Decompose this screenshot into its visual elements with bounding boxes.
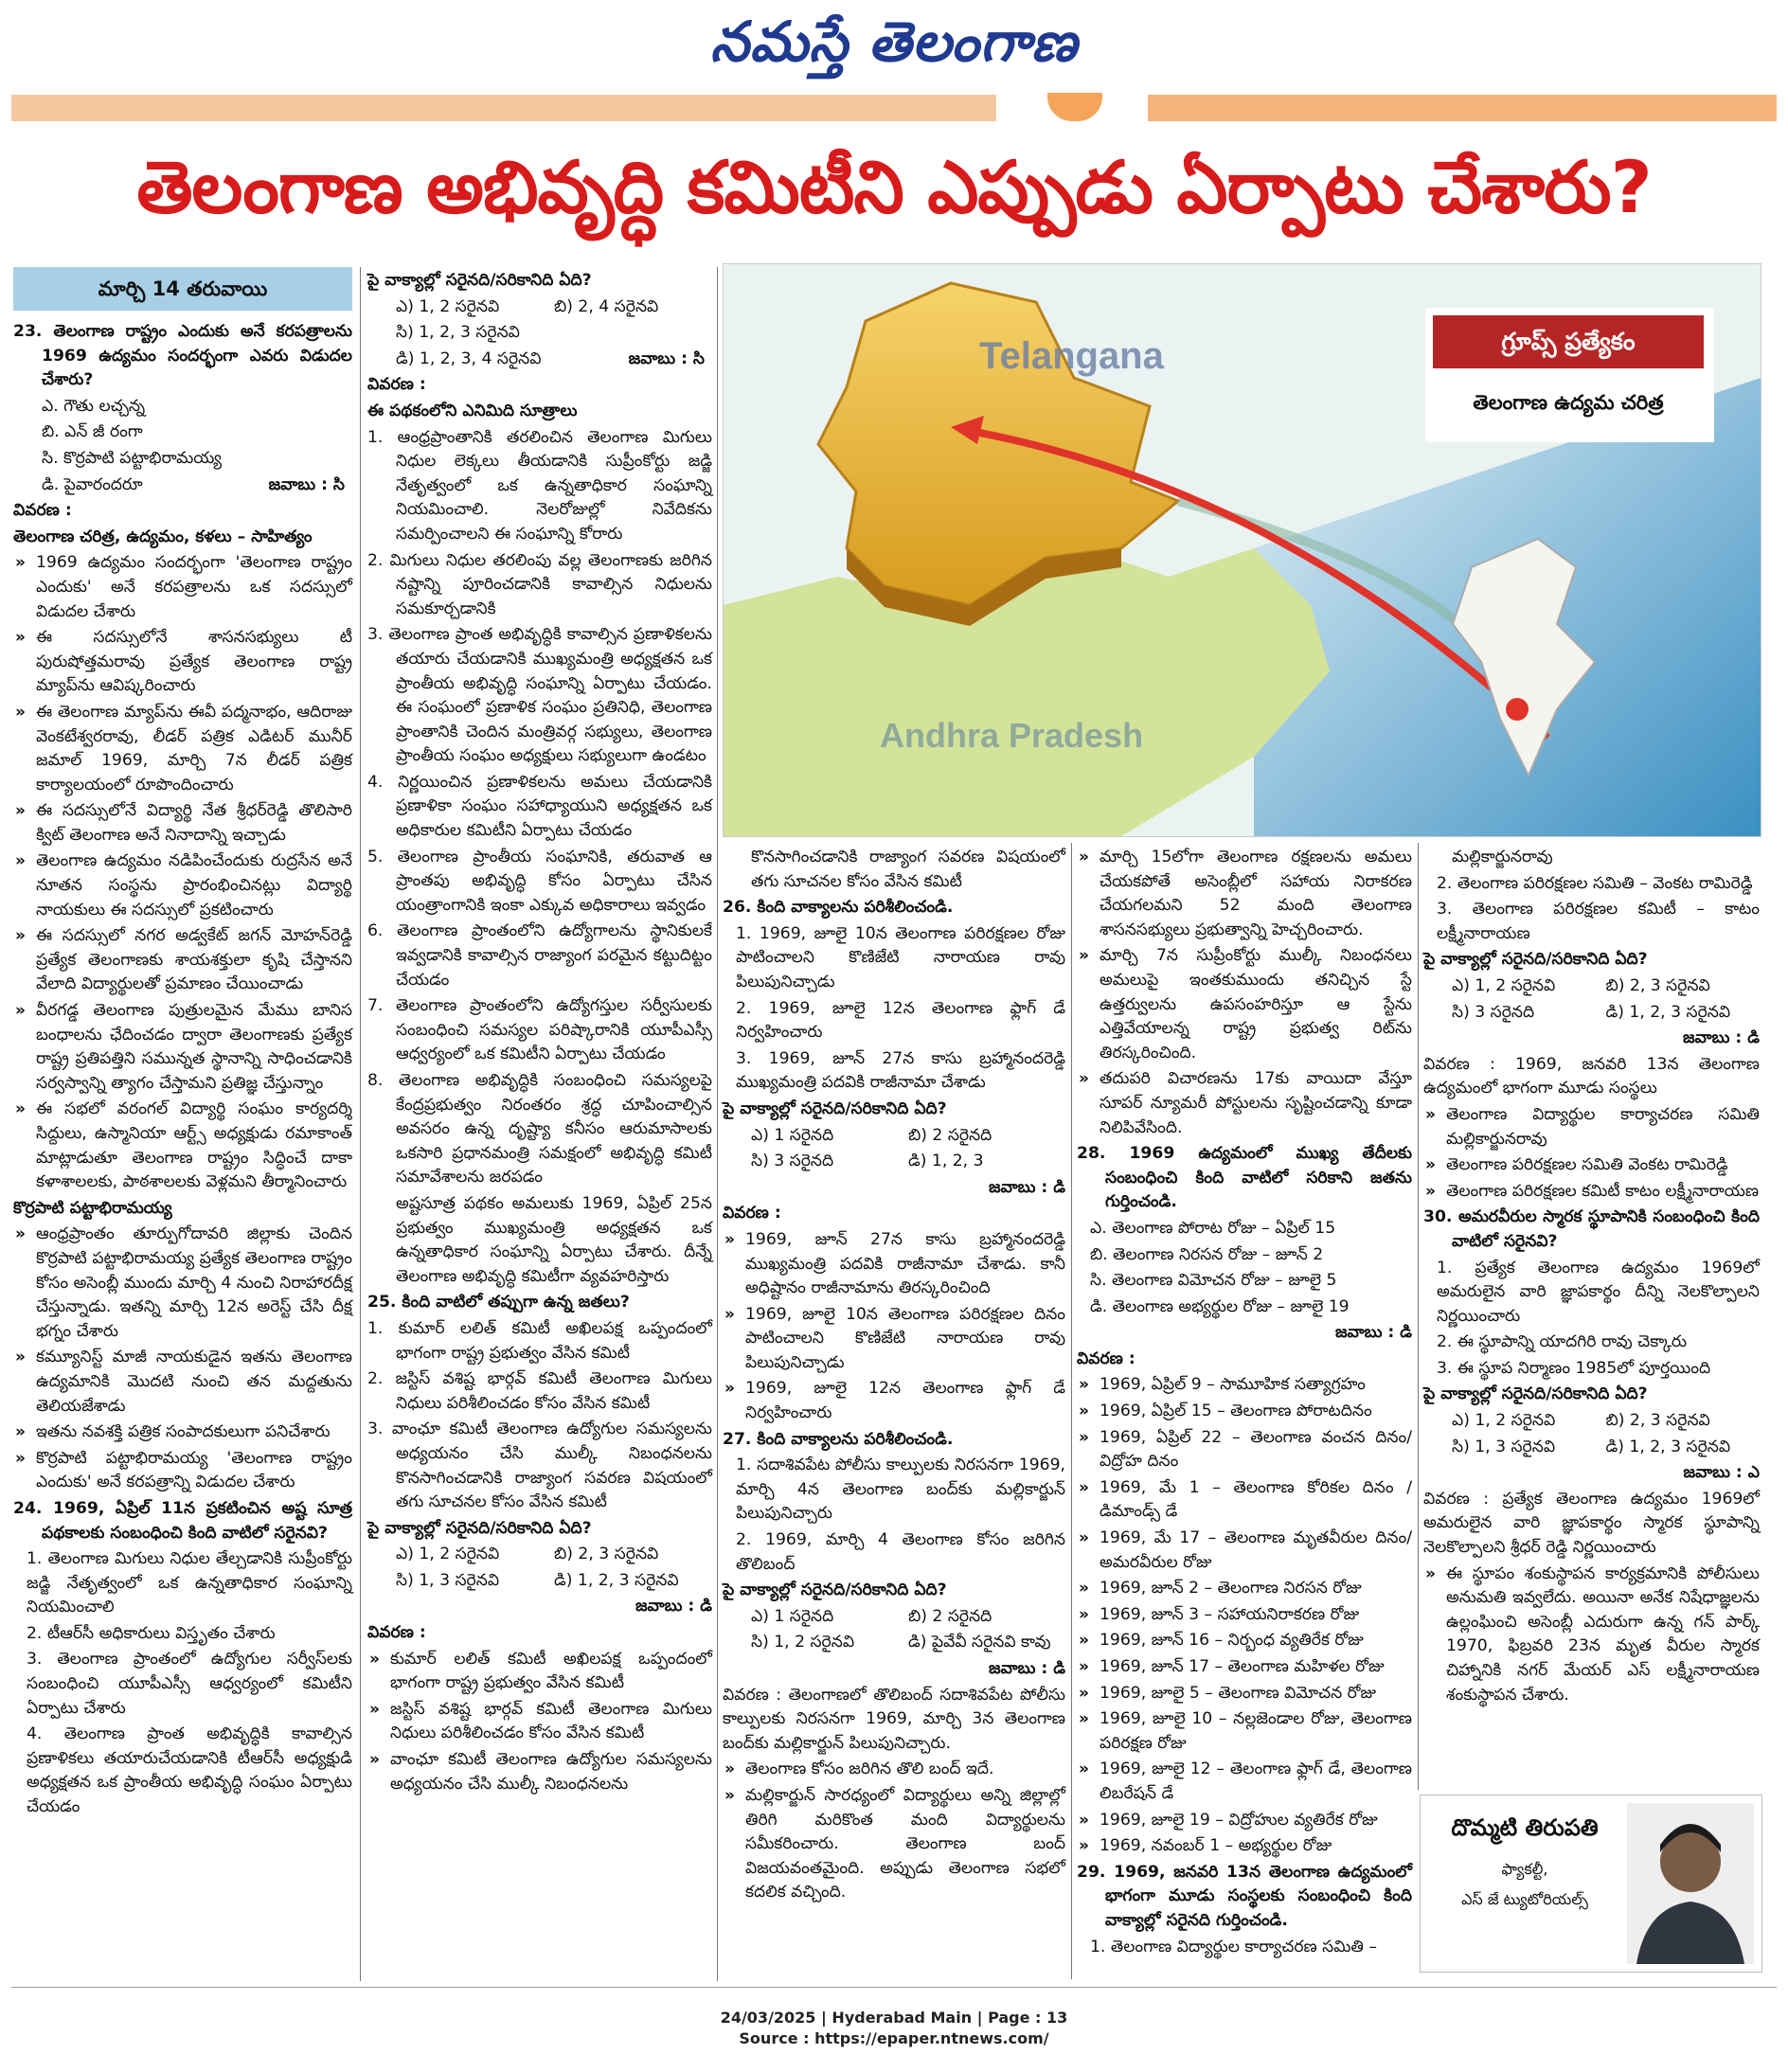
q28-item: సి. తెలంగాణ విమోచన రోజు – జూలై 5: [1090, 1271, 1337, 1291]
date-item: » 1969, నవంబర్ 1 – అభ్యర్థుల రోజు: [1077, 1834, 1412, 1859]
explanation-bullet: » మల్లికార్జున్ సారధ్యంలో విద్యార్థులు అన్ని జిల్లాల్లో తిరిగి మరికొంత మంది విద్యార్థులను సమీకరించారు. తెలంగాణ బంద్ విజయవంతమైంది. అప్పుడు తెలంగాణ సభలో కదలిక వచ్చింది.: [723, 1784, 1065, 1905]
explanation-bullet: » ఈ తెలంగాణ మ్యాప్‌ను ఈవీ పద్మనాభం, ఆదిరాజు వెంకటేశ్వరరావు, లీడర్ పత్రిక ఎడిటర్ మునీర్ జమాల్ 1969, మార్చి 7న లీడర్ పత్రిక కార్యాలయంలో రూపొందించారు: [13, 701, 352, 797]
date-item: » 1969, జూలై 12 – తెలంగాణ ఫ్లాగ్ డే, తెలంగాణ లిబరేషన్ డే: [1077, 1758, 1412, 1806]
explanation-bullet: » కొర్రపాటి పట్టాభిరామయ్య 'తెలంగాణ రాష్ట్రం ఎందుకు' అనే కరపత్రాన్ని విడుదల చేశారు: [13, 1447, 352, 1495]
q24-item: 2. టీఆర్‌సీ అధికారులు విస్తృతం చేశారు: [27, 1623, 276, 1643]
list-item: 4. నిర్ణయించిన ప్రణాళికలను అమలు చేయడానికి ప్రణాళికా సంఘం సహాధ్యాయుని అధ్యక్షతన ఒక అధికారుల కమిటీని ఏర్పాటు చేయడం: [367, 772, 712, 841]
explanation-label: వివరణ :: [1077, 1349, 1135, 1368]
option: ఎ) 1, 2 సరైనవి: [1452, 1411, 1556, 1431]
q23-option: సి. కొర్రపాటి పట్టాభిరామయ్య: [42, 448, 223, 468]
option: ఎ) 1 సరైనది: [751, 1125, 834, 1145]
explanation-heading: తెలంగాణ చరిత్ర, ఉద్యమం, కళలు – సాహిత్యం: [13, 527, 313, 546]
explanation: వివరణ : తెలంగాణలో తొలిబంద్ సదాశివపేట పోలీసు కాల్పులకు నిరసనగా 1969, మార్చి 3న తెలంగాణ బంద్‌కు మల్లికార్జున్ పిలుపునిచ్చారు.: [723, 1685, 1065, 1753]
answer: జవాబు : డి: [635, 1597, 712, 1617]
option: ఎ) 1 సరైనది: [751, 1606, 834, 1626]
explanation-bullet: » తదుపరి విచారణను 17కు వాయిదా వేస్తూ సూపర్ న్యూమరీ పోస్టులను సృష్టించడాన్ని కూడా నిలిపివేసింది.: [1077, 1067, 1412, 1140]
groups-tag: గ్రూప్స్ ప్రత్యేకం: [1433, 315, 1704, 368]
q23-option: డి. పైవారందరూ: [42, 474, 143, 494]
q28-item: బి. తెలంగాణ నిరసన రోజు – జూన్ 2: [1090, 1244, 1324, 1264]
top-band: [11, 95, 1777, 121]
question-29: 29. 1969, జనవరి 13న తెలంగాణ ఉద్యమంలో భాగంగా మూడు సంస్థలకు సంబంధించి కింది వాక్యాల్లో సరైనది గుర్తించండి.: [1077, 1862, 1412, 1930]
author-role: ఫ్యాకల్టీ,: [1501, 1860, 1548, 1878]
explanation-bullet: » కుమార్ లలిత్ కమిటీ అఖిలపక్ష ఒప్పందంలో భాగంగా రాష్ట్ర ప్రభుత్వం వేసిన కమిటీ: [367, 1648, 712, 1696]
option: డి) 1, 2, 3 సరైనవి: [554, 1570, 679, 1590]
subheading: కొర్రపాటి పట్టాభిరామయ్య: [13, 1198, 172, 1218]
explanation: వివరణ : ప్రత్యేక తెలంగాణ ఉద్యమం 1969లో అమరులైన వారి జ్ఞాపకార్థం స్మారక స్థూపాన్ని నెలకొల్పాలని శ్రీధర్ రెడ్డి నిర్ణయించారు: [1423, 1489, 1760, 1558]
answer: జవాబు : డి: [989, 1659, 1065, 1678]
column-4: [1077, 846, 1412, 1961]
q29-item: 1. తెలంగాణ విద్యార్థుల కార్యాచరణ సమితి –: [1090, 1937, 1377, 1956]
option: బి) 2 సరైనది: [908, 1606, 992, 1626]
author-org: ఎస్ జే ట్యుటోరియల్స్: [1461, 1890, 1588, 1908]
continuation: మల్లికార్జునరావు: [1452, 848, 1553, 866]
q23-answer: జవాబు : సి: [268, 474, 345, 494]
option: డి) 1, 2, 3, 4 సరైనవి: [396, 348, 542, 368]
q25-item: 3. వాంఛూ కమిటీ తెలంగాణ ఉద్యోగుల సమస్యలను అధ్యయనం చేసి ముల్కీ నిబంధనలను కొనసాగించడానికి రాజ్యాంగ సవరణ విషయంలో తగు సూచనల కోసం వేసిన కమిటీ: [367, 1420, 712, 1512]
option: ఎ) 1, 2 సరైనవి: [396, 1545, 500, 1564]
date-item: » 1969, జూన్ 2 – తెలంగాణ నిరసన రోజు: [1077, 1577, 1412, 1601]
option: బి) 2 సరైనది: [908, 1125, 992, 1145]
q29-item: 2. తెలంగాణ పరిరక్షణల సమితి – వెంకట రామిరెడ్డి: [1437, 873, 1753, 893]
question-27: 27. కింది వాక్యాలను పరిశీలించండి.: [723, 1429, 954, 1449]
option: డి) 1, 2, 3 సరైనవి: [1605, 1002, 1731, 1022]
series-subtitle: తెలంగాణ ఉద్యమ చరిత్ర: [1473, 391, 1664, 414]
headline: తెలంగాణ అభివృద్ధి కమిటీని ఎప్పుడు ఏర్పాటు చేశారు?: [136, 145, 1652, 229]
list-item: 7. తెలంగాణ ప్రాంతంలోని ఉద్యోగస్తుల సర్వీసులకు సంబంధించి సమస్యల పరిష్కారానికి యూపీఎస్సీ ఆధ్వర్యంలో ఒక కమిటీని ఏర్పాటు చేయడం: [367, 996, 712, 1064]
list-item: 1. ఆంధ్రప్రాంతానికి తరలించిన తెలంగాణ మిగులు నిధుల లెక్కలు తీయడానికి సుప్రీంకోర్టు జడ్జి నేతృత్వంలో ఒక ఉన్నతాధికార సంఘాన్ని నియమించాలి. నెలరోజుల్లో నివేదికను సమర్పించాలని ఈ సంఘాన్ని కోరారు: [367, 427, 712, 544]
question-25: 25. కింది వాటిలో తప్పుగా ఉన్న జతలు?: [367, 1293, 630, 1313]
explanation-bullet: » ఈ స్థూపం శంకుస్థాపన కార్యక్రమానికి పోలీసులు అనుమతి ఇవ్వలేదు. అయినా అనేక నిషేధాజ్ఞలను ఉల్లంఘించి అసెంబ్లీ ఎదురుగా ఉన్న గన్ పార్క్ 1970, ఫిబ్రవరి 23న మృత వీరుల స్మారక చిహ్నానికి నగర్ మేయర్ ఎస్ లక్ష్మీనారాయణ శంకుస్థాపన చేశారు.: [1423, 1563, 1760, 1708]
option: సి) 3 సరైనది: [1452, 1002, 1535, 1022]
list-item: 6. తెలంగాణ ప్రాంతంలోని ఉద్యోగాలను స్థానికులకే ఇవ్వడానికి కావాల్సిన రాజ్యాంగ పరమైన కట్టుదిట్టం చేయడం: [367, 921, 712, 990]
list-item: 3. తెలంగాణ ప్రాంత అభివృద్ధికి కావాల్సిన ప్రణాళికలను తయారు చేయడానికి ముఖ్యమంత్రి అధ్యక్షతన ఒక ప్రాంతీయ అభివృద్ధి సంఘాన్ని ఏర్పాటు చేయడం. ఈ సంఘంలో ప్రణాళిక సంఘం ప్రతినిధి, తెలంగాణ ప్రాంతానికి చెందిన మంత్రివర్గ సభ్యులు, తెలంగాణ ప్రాంతీయ సంఘం అధ్యక్షులు సభ్యులుగా ఉండటం: [367, 625, 712, 766]
explanation-label: వివరణ :: [367, 375, 426, 395]
prompt: పై వాక్యాల్లో సరైనది/సరికానిది ఏది?: [723, 1099, 947, 1118]
option: బి) 2, 3 సరైనవి: [1605, 975, 1710, 995]
date-item: » 1969, జూన్ 16 – నిర్బంధ వ్యతిరేక రోజు: [1077, 1629, 1412, 1653]
explanation-bullet: » ఈ సదస్సులో నగర అడ్వకేట్ జగన్ మోహన్‌రెడ్డి ప్రత్యేక తెలంగాణకు శాయశక్తులా కృషి చేస్తానని వేలాది విద్యార్థులతో ప్రమాణం చేయించాడు: [13, 924, 352, 997]
q27-item: 1. సదాశివపేట పోలీసు కాల్పులకు నిరసనగా 1969, మార్చి 4న తెలంగాణ బంద్‌కు మల్లికార్జున్ పిలుపునిచ్చారు: [736, 1456, 1065, 1524]
map-label-andhra: Andhra Pradesh: [880, 716, 1144, 755]
subheading: ఈ పథకంలోని ఎనిమిది సూత్రాలు: [367, 401, 578, 420]
explanation-label: వివరణ :: [723, 1204, 781, 1224]
date-item: » 1969, జూన్ 3 – సహాయనిరాకరణ రోజు: [1077, 1603, 1412, 1628]
explanation-label: వివరణ :: [13, 501, 72, 521]
prompt: పై వాక్యాల్లో సరైనది/సరికానిది ఏది?: [367, 1518, 592, 1538]
explanation-label: వివరణ :: [367, 1623, 426, 1643]
continuation: కొనసాగించడానికి రాజ్యాంగ సవరణ విషయంలో తగు సూచనల కోసం వేసిన కమిటీ: [751, 848, 1065, 891]
author-photo: [1627, 1803, 1754, 1964]
prompt: పై వాక్యాల్లో సరైనది/సరికానిది ఏది?: [1423, 1384, 1648, 1404]
map-label-telangana: Telangana: [979, 335, 1164, 377]
option: బి) 2, 3 సరైనవి: [554, 1545, 659, 1564]
date-item: » 1969, ఏప్రిల్ 15 – తెలంగాణ పోరాటదినం: [1077, 1400, 1412, 1424]
explanation-bullet: » మార్చి 7న సుప్రీంకోర్టు ముల్కీ నిబంధనలు అమలుపై ఇంతకుముందు తనిచ్చిన స్టే ఉత్తర్వులను ఉపసంహరిస్తూ ఆ స్టేను ఎత్తివేయాలన్న రాష్ట్ర ప్రభుత్వ రిట్‌ను తిరస్కరించింది.: [1077, 944, 1412, 1065]
explanation-bullet: » ఈ సదస్సులోనే శాసనసభ్యులు టీ పురుషోత్తమరావు ప్రత్యేక తెలంగాణ రాష్ట్ర మ్యాప్‌ను ఆవిష్కరించారు: [13, 626, 352, 699]
q30-item: 2. ఈ స్థూపాన్ని యాదగిరి రావు చెక్కారు: [1437, 1332, 1688, 1352]
q30-item: 3. ఈ స్థూప నిర్మాణం 1985లో పూర్తయింది: [1437, 1358, 1711, 1378]
q27-item: 2. 1969, మార్చి 4 తెలంగాణ కోసం జరిగిన తొలిబంద్: [736, 1530, 1065, 1574]
q24-item: 1. తెలంగాణ మిగులు నిధుల తేల్చడానికి సుప్రీంకోర్టు జడ్జి నేతృత్వంలో ఒక ఉన్నతాధికార సంఘాన్ని నియమించాలి: [27, 1549, 352, 1617]
option: సి) 1, 2 సరైనవి: [751, 1633, 855, 1652]
band-ornament: [1044, 89, 1106, 125]
question-26: 26. కింది వాక్యాలను పరిశీలించండి.: [723, 898, 954, 918]
answer: జవాబు : సి: [628, 348, 705, 368]
date-item: » 1969, జూలై 5 – తెలంగాణ విమోచన రోజు: [1077, 1682, 1412, 1706]
q24-item: 3. తెలంగాణ ప్రాంతంలో ఉద్యోగుల సర్వీస్‌లకు సంబంధించి యూపీఎస్సీ ఆధ్వర్యంలో కమిటీని ఏర్పాటు చేశారు: [27, 1650, 352, 1718]
q25-item: 2. జస్టిస్ వశిష్ట భార్గవ్ కమిటీ తెలంగాణ మిగులు నిధులు పరిశీలించడం కోసం వేసిన కమిటీ: [367, 1369, 712, 1413]
date-item: » 1969, జూన్ 17 – తెలంగాణ మహిళల రోజు: [1077, 1655, 1412, 1680]
date-item: » 1969, ఏప్రిల్ 22 – తెలంగాణ వంచన దినం/ విద్రోహ దినం: [1077, 1426, 1412, 1474]
explanation-bullet: » ఈ సభలో వరంగల్ విద్యార్థి సంఘం కార్యదర్శి సిద్దులు, ఉస్మానియా ఆర్ట్స్ అధ్యక్షుడు రమాకాంత్ మాట్లాడుతూ తెలంగాణ రాష్ట్రం సిద్ధించే దాకా కళాశాలలకు, పాఠశాలలకు వెళ్లమని తీర్మానించారు: [13, 1098, 352, 1194]
explanation: వివరణ : 1969, జనవరి 13న తెలంగాణ ఉద్యమంలో భాగంగా మూడు సంస్థలు: [1423, 1054, 1760, 1099]
explanation-bullet: » 1969, జూలై 10న తెలంగాణ పరిరక్షణల దినం పాటించాలని కొణిజేటి నారాయణ రావు పిలుపునిచ్చాడు: [723, 1303, 1065, 1376]
question-28: 28. 1969 ఉద్యమంలో ముఖ్య తేదీలకు సంబంధించి కింది వాటిలో సరికాని జతను గుర్తించండి.: [1077, 1144, 1412, 1212]
explanation-bullet: » తెలంగాణ కోసం జరిగిన తొలి బంద్ ఇదే.: [723, 1758, 1065, 1782]
prompt: పై వాక్యాల్లో సరైనది/సరికానిది ఏది?: [1423, 950, 1648, 970]
option: సి) 1, 2, 3 సరైనవి: [396, 323, 520, 343]
paragraph: అష్టసూత్ర పథకం అమలుకు 1969, ఏప్రిల్ 25న ప్రభుత్వం ముఖ్యమంత్రి అధ్యక్షతన ఒక ఉన్నతాధికార సంఘాన్ని ఏర్పాటు చేశారు. దీన్నే తెలంగాణ అభివృద్ధి కమిటీగా వ్యవహరిస్తారు: [396, 1193, 712, 1286]
question-24: 24. 1969, ఏప్రిల్ 11న ప్రకటించిన అష్ట సూత్ర పథకాలకు సంబంధించి కింది వాటిలో సరైనవి?: [13, 1498, 352, 1543]
list-item: 5. తెలంగాణ ప్రాంతీయ సంఘానికి, తరువాత ఆ ప్రాంతపు అభివృద్ధి కోసం ఏర్పాటు చేసిన యంత్రాంగానికి ఇంకా ఎక్కువ అధికారాలు ఇవ్వడం: [367, 847, 712, 915]
option: డి) 1, 2, 3: [908, 1152, 984, 1171]
q28-item: డి. తెలంగాణ అభ్యర్థుల రోజు – జూలై 19: [1090, 1296, 1350, 1316]
q26-item: 1. 1969, జూలై 10న తెలంగాణ పరిరక్షణల రోజు పాటించాలని కొణిజేటి నారాయణ రావు పిలుపునిచ్చాడు: [736, 923, 1065, 991]
date-item: » 1969, ఏప్రిల్ 9 – సామూహిక సత్యాగ్రహం: [1077, 1373, 1412, 1398]
masthead: [0, 0, 1788, 90]
explanation-bullet: » మార్చి 15లోగా తెలంగాణ రక్షణలను అమలు చేయకపోతే అసెంబ్లీలో సహాయ నిరాకరణ చేయగలమని 52 మంది తెలంగాణ శాసనసభ్యులు ప్రభుత్వాన్ని హెచ్చరించారు.: [1077, 846, 1412, 942]
page-footer: [0, 2008, 1788, 2049]
prompt: పై వాక్యాల్లో సరైనది/సరికానిది ఏది?: [367, 271, 592, 290]
continued-label: మార్చి 14 తరువాయి: [13, 267, 352, 311]
footer-dateline: 24/03/2025 | Hyderabad Main | Page : 13: [720, 2009, 1068, 2027]
q26-item: 2. 1969, జూలై 12న తెలంగాణ ఫ్లాగ్ డే నిర్వహించారు: [736, 998, 1065, 1043]
explanation-bullet: » 1969 ఉద్యమం సందర్భంగా 'తెలంగాణ రాష్ట్రం ఎందుకు' అనే కరపత్రాలను ఒక సదస్సులో విడుదల చేశారు: [13, 551, 352, 624]
option: ఎ) 1, 2 సరైనవి: [1452, 975, 1556, 995]
option: బి) 2, 4 సరైనవి: [554, 296, 659, 316]
groups-special-box: [1425, 308, 1714, 442]
answer: జవాబు : డి: [1335, 1323, 1412, 1343]
explanation-bullet: » జస్టిస్ వశిష్ట భార్గవ్ కమిటీ తెలంగాణ మిగులు నిధులు పరిశీలించడం కోసం వేసిన కమిటీ: [367, 1698, 712, 1746]
list-item: 8. తెలంగాణ అభివృద్ధికి సంబంధించి సమస్యలపై కేంద్రప్రభుత్వం నిరంతరం శ్రద్ధ చూపించాల్సిన అవసరం ఉన్న దృష్ట్యా కనీసం ఆరుమాసాలకు ఒకసారి ప్రధానమంత్రి సమక్షంలో అభివృద్ధి కమిటీ సమావేశాలను జరపడం: [367, 1071, 712, 1188]
option: డి) 1, 2, 3 సరైనవి: [1605, 1437, 1731, 1456]
column-2: [367, 269, 712, 1798]
q23-option: ఎ. గౌతు లచ్చన్న: [42, 396, 146, 416]
column-5: [1423, 846, 1760, 1709]
explanation-bullet: » 1969, జూలై 12న తెలంగాణ ఫ్లాగ్ డే నిర్వహించారు: [723, 1377, 1065, 1425]
explanation-bullet: » కమ్యూనిస్ట్ మాజీ నాయకుడైన ఇతను తెలంగాణ ఉద్యమానికి మొదటి నుంచి తన మద్దతును తెలియజేశాడు: [13, 1346, 352, 1419]
option: సి) 1, 3 సరైనవి: [396, 1570, 500, 1590]
date-item: » 1969, మే 1 – తెలంగాణ కోరికల దినం / డిమాండ్స్ డే: [1077, 1476, 1412, 1525]
explanation-bullet: » ఆంధ్రప్రాంతం తూర్పుగోదావరి జిల్లాకు చెందిన కొర్రపాటి పట్టాభిరామయ్య ప్రత్యేక తెలంగాణ రాష్ట్రం కోసం అసెంబ్లీ ముందు మార్చి 4 నుంచి నిరాహారదీక్ష చేస్తున్నాడు. ఇతన్ని మార్చి 12న అరెస్ట్ చేసి దీక్ష భగ్నం చేశారు: [13, 1223, 352, 1344]
explanation-bullet: » ఈ సదస్సులోనే విద్యార్థి నేత శ్రీధర్‌రెడ్డి తొలిసారి క్విట్ తెలంగాణ అనే నినాదాన్ని ఇచ్చాడు: [13, 799, 352, 848]
explanation-bullet: » తెలంగాణ పరిరక్షణల సమితి వెంకట రామిరెడ్డి: [1423, 1153, 1760, 1178]
q24-item: 4. తెలంగాణ ప్రాంత అభివృద్ధికి కావాల్సిన ప్రణాళికలు తయారుచేయడానికి టీఆర్‌సీ అధ్యక్షుడి అధ్యక్షతన ఒక ప్రాంతీయ అభివృద్ధి సంఘం ఏర్పాటు చేయడం: [27, 1724, 352, 1817]
answer: జవాబు : ఎ: [1683, 1463, 1760, 1483]
author-name: దొమ్మటి తిరుపతి: [1451, 1814, 1599, 1841]
option: డి) పైవేవీ సరైనవి కావు: [908, 1633, 1051, 1652]
question-23: 23. తెలంగాణ రాష్ట్రం ఎందుకు అనే కరపత్రాలను 1969 ఉద్యమం సందర్భంగా ఎవరు విడుదల చేశారు?: [13, 322, 352, 390]
option: సి) 3 సరైనది: [751, 1152, 834, 1171]
q25-item: 1. కుమార్ లలిత్ కమిటీ అఖిలపక్ష ఒప్పందంలో భాగంగా రాష్ట్ర ప్రభుత్వం వేసిన కమిటీ: [367, 1318, 712, 1363]
question-30: 30. అమరవీరుల స్మారక స్థూపానికి సంబంధించి కింది వాటిలో సరైనవి?: [1423, 1207, 1760, 1251]
newspaper-logo: నమస్తే తెలంగాణ: [710, 9, 1078, 74]
explanation-bullet: » తెలంగాణ ఉద్యమం నడిపించేందుకు రుద్రసేన అనే నూతన సంస్థను ప్రారంభించినట్లు విద్యార్థి నాయకులు ఈ సదస్సులో ప్రకటించారు: [13, 849, 352, 922]
explanation-bullet: » తెలంగాణ పరిరక్షణల కమిటీ కాటం లక్ష్మీనారాయణ: [1423, 1180, 1760, 1205]
option: సి) 1, 3 సరైనవి: [1452, 1437, 1556, 1456]
author-box: [1420, 1795, 1762, 1973]
q23-option: బి. ఎన్ జీ రంగా: [42, 422, 143, 442]
date-item: » 1969, జూలై 10 – నల్లజెండాల రోజు, తెలంగాణ పరిరక్షణ రోజు: [1077, 1707, 1412, 1756]
q30-item: 1. ప్రత్యేక తెలంగాణ ఉద్యమం 1969లో అమరులైన వారి జ్ఞాపకార్థం దీన్ని నెలకొల్పాలని నిర్ణయించారు: [1437, 1258, 1760, 1326]
footer-source: Source : https://epaper.ntnews.com/: [739, 2029, 1049, 2047]
list-item: 2. మిగులు నిధుల తరలింపు వల్ల తెలంగాణకు జరిగిన నష్టాన్ని పూరించడానికి కావాల్సిన నిధులను సమకూర్చడానికి: [367, 550, 712, 618]
date-item: » 1969, జూలై 19 – విద్రోహుల వ్యతిరేక రోజు: [1077, 1809, 1412, 1833]
prompt: పై వాక్యాల్లో సరైనది/సరికానిది ఏది?: [723, 1581, 947, 1600]
answer: జవాబు : డి: [989, 1177, 1065, 1197]
explanation-bullet: » తెలంగాణ విద్యార్థుల కార్యాచరణ సమితి మల్లికార్జునరావు: [1423, 1103, 1760, 1152]
option: ఎ) 1, 2 సరైనవి: [396, 296, 500, 316]
explanation-bullet: » వీరగడ్డ తెలంగాణ పుత్రులమైన మేము బానిస బంధాలను ఛేదించడం ద్వారా తెలంగాణకు ప్రత్యేక రాష్ట్ర ప్రతిపత్తిని సమున్నత స్థానాన్ని సాధించడానికి సర్వస్వాన్ని త్యాగం చేస్తామని ప్రతిజ్ఞ చేస్తున్నాం: [13, 999, 352, 1096]
q28-item: ఎ. తెలంగాణ పోరాట రోజు – ఏప్రిల్ 15: [1090, 1218, 1336, 1238]
explanation-bullet: » ఇతను నవశక్తి పత్రిక సంపాదకులుగా పనిచేశారు: [13, 1420, 352, 1445]
column-3: [723, 846, 1065, 1907]
option: బి) 2, 3 సరైనవి: [1605, 1411, 1710, 1431]
q26-item: 3. 1969, జూన్ 27న కాసు బ్రహ్మానందరెడ్డి ముఖ్యమంత్రి పదవికి రాజీనామా చేశాడు: [736, 1048, 1065, 1093]
explanation-bullet: » 1969, జూన్ 27న కాసు బ్రహ్మానందరెడ్డి ముఖ్యమంత్రి పదవికి రాజీనామా చేశాడు. కానీ అధిష్టానం రాజీనామాను తిరస్కరించింది: [723, 1228, 1065, 1301]
q29-item: 3. తెలంగాణ పరిరక్షణల కమిటీ – కాటం లక్ష్మీనారాయణ: [1437, 900, 1760, 943]
explanation-bullet: » వాంఛూ కమిటీ తెలంగాణ ఉద్యోగుల సమస్యలను అధ్యయనం చేసి ముల్కీ నిబంధనలను: [367, 1748, 712, 1796]
answer: జవాబు : డి: [1683, 1028, 1760, 1048]
date-item: » 1969, మే 17 – తెలంగాణ మృతవీరుల దినం/ అమరవీరుల రోజు: [1077, 1527, 1412, 1575]
column-1: [13, 320, 352, 1822]
